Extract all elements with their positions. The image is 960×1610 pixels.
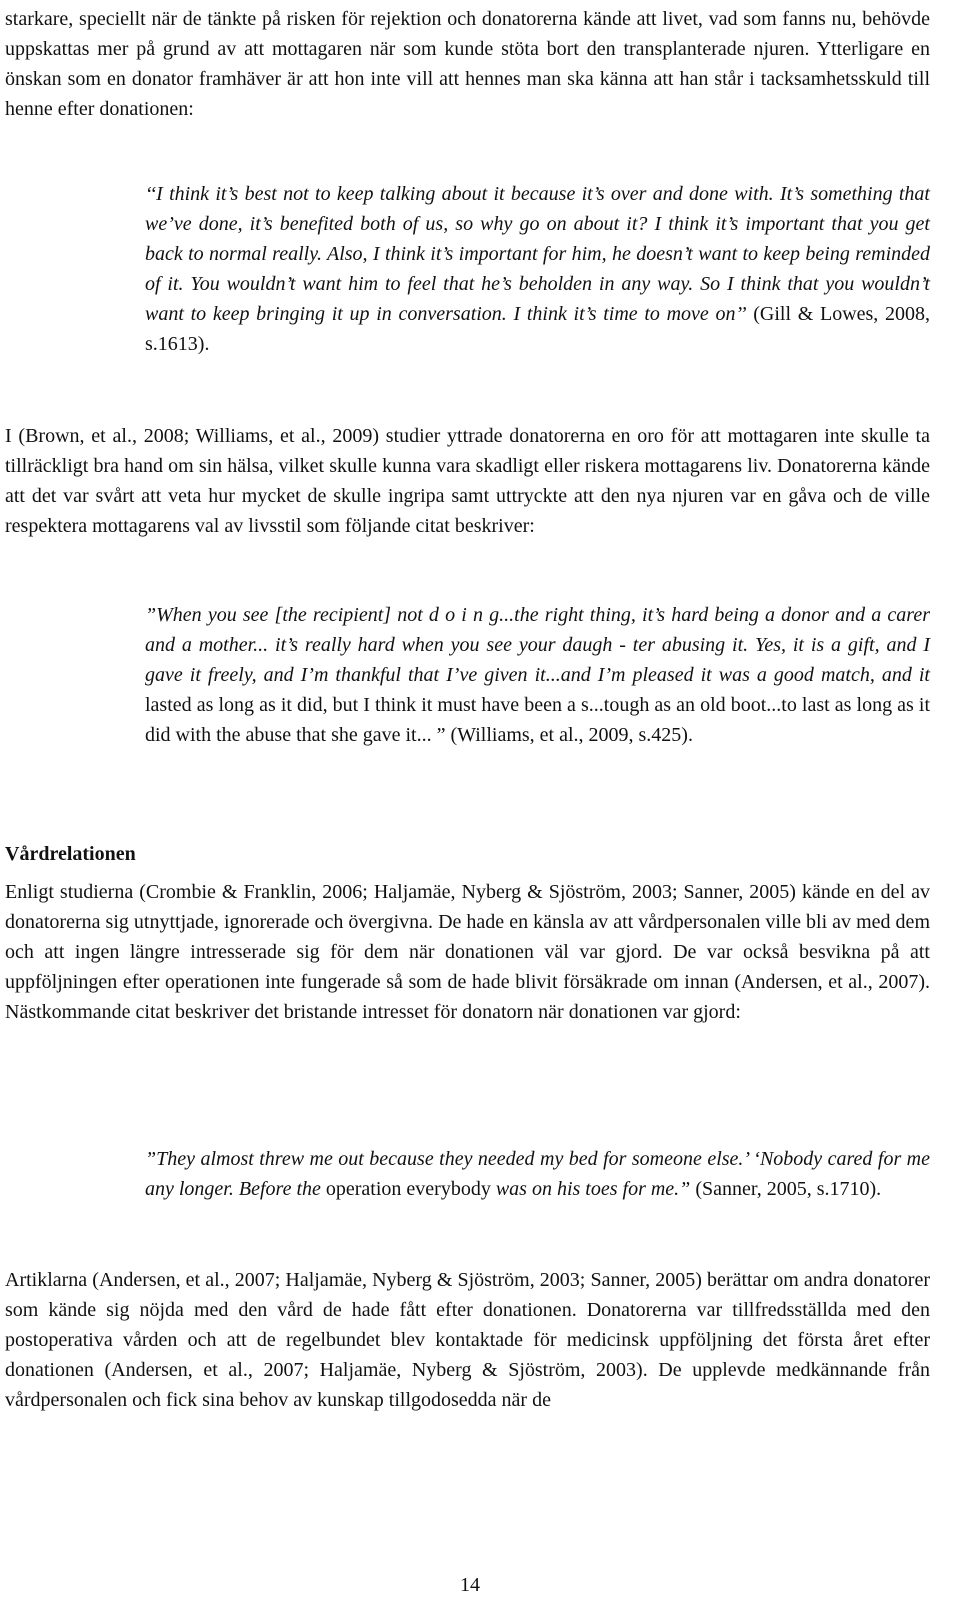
quote-text: ”When you see [the recipient] not d o i n g...the right thing, it’s hard being a donor and a carer and a mother... it’s really hard when you see your daugh - ter abusing it. Yes, it is a gift, and I gave it freely, and I’m thankful that I’ve given it...and I’m pleased it was a good match, and it	[145, 604, 930, 686]
quote-citation: (Gill & Lowes, 2008, s.1613).	[145, 303, 930, 355]
quote-text: ”They almost threw me out because they needed my bed for someone else.’ ‘Nobody cared for me any longer. Before the	[145, 1148, 930, 1200]
block-quote-sanner	[145, 1144, 930, 1204]
quote-text-plain: operation everybody	[320, 1178, 496, 1200]
paragraph-satisfied-donors: Artiklarna (Andersen, et al., 2007; Haljamäe, Nyberg & Sjöström, 2003; Sanner, 2005) berättar om andra donatorer som kände sig nöjda med den vård de hade fått efter donationen. Donatorerna var tillfredsställda med den postoperativa vården och att de regelbundet blev kontaktade för medicinsk uppföljning det första året efter donationen (Andersen, et al., 2007; Haljamäe, Nyberg & Sjöström, 2003). De upplevde medkännande från vårdpersonalen och fick sina behov av kunskap tillgodosedda när de	[5, 1269, 930, 1411]
paragraph-rejection-risk: starkare, speciellt när de tänkte på risken för rejektion och donatorerna kände att livet, vad som fanns nu, behövde uppskattas mer på grund av att mottagaren när som kunde stöta bort den transplanterade njuren. Ytterligare en önskan som en donator framhäver är att hon inte vill att hennes man ska känna att han står i tacksamhetsskuld till henne efter donationen:	[5, 8, 930, 120]
paragraph-recipient-health-concern: I (Brown, et al., 2008; Williams, et al., 2009) studier yttrade donatorerna en oro för att mottagaren inte skulle ta tillräckligt bra hand om sin hälsa, vilket skulle kunna vara skadligt eller riskera mottagarens liv. Donatorerna kände att det var svårt att veta hur mycket de skulle ingripa samt uttryckte att den nya njuren var en gåva och de ville respektera mottagarens val av livsstil som följande citat beskriver:	[5, 425, 930, 537]
quote-text-continued: lasted as long as it did, but I think it must have been a s...tough as an old boot...to last as long as it did with the abuse that she gave it... ” (Williams, et al., 2009, s.425).	[145, 694, 930, 746]
paragraph-care-relationship: Enligt studierna (Crombie & Franklin, 2006; Haljamäe, Nyberg & Sjöström, 2003; Sanner, 2005) kände en del av donatorerna sig utnyttjade, ignorerade och övergivna. De hade en känsla av att vårdpersonalen ville bli av med dem och att ingen längre intresserade sig för dem när donationen väl var gjord. De var också besvikna på att uppföljningen efter operationen inte fungerade så som de hade blivit försäkrade om innan (Andersen, et al., 2007). Nästkommande citat beskriver det bristande intresset för donatorn när donationen var gjord:	[5, 881, 930, 1023]
quote-text: ‘‘I think it’s best not to keep talking about it because it’s over and done with. It’s something that we’ve done, it’s benefited both of us, so why go on about it? I think it’s important that you get back to normal really. Also, I think it’s important for him, he doesn’t want to keep being reminded of it. You wouldn’t want him to feel that he’s beholden in any way. So I think that you wouldn’t want to keep bringing it up in conversation. I think it’s time to move on’’	[145, 183, 930, 325]
section-heading: Vårdrelationen	[5, 843, 136, 865]
quote-text-end: was on his toes for me.”	[495, 1178, 691, 1200]
block-quote-williams	[145, 600, 930, 750]
page-number: 14	[460, 1574, 480, 1596]
block-quote-gill-lowes	[145, 179, 930, 359]
quote-citation: (Sanner, 2005, s.1710).	[690, 1178, 882, 1200]
